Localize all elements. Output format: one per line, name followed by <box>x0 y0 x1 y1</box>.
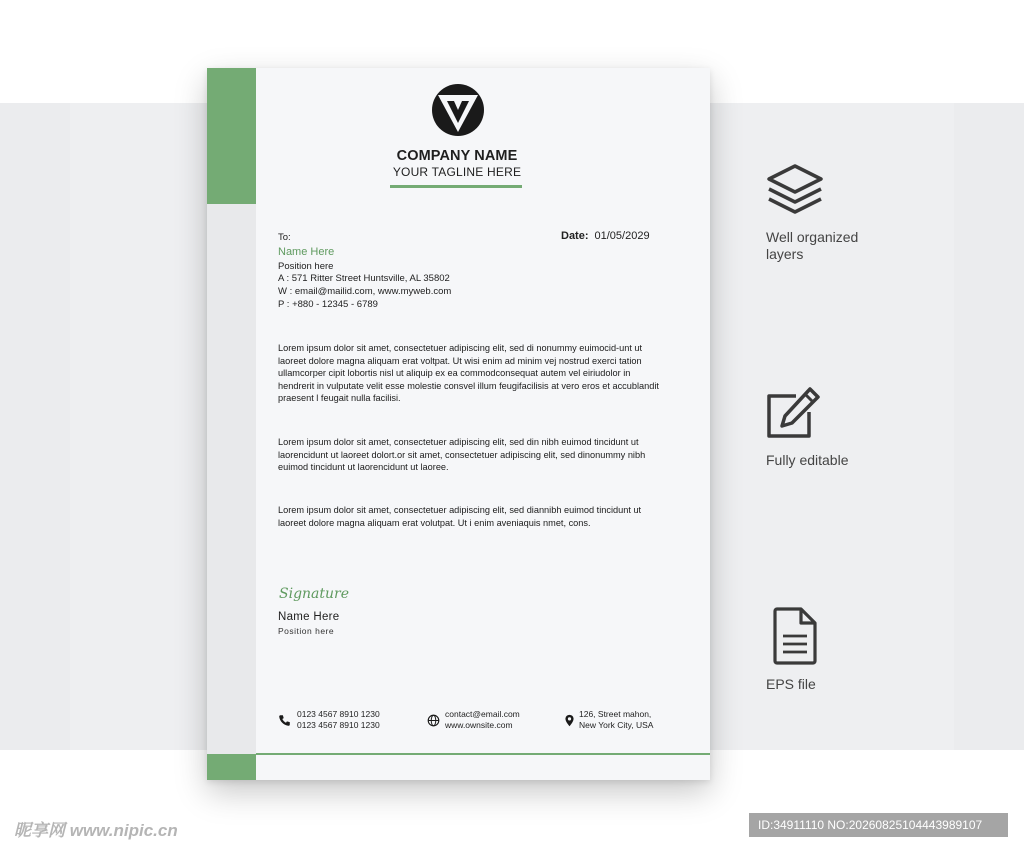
side-accent-top <box>207 68 256 204</box>
file-icon <box>771 606 819 666</box>
footer-address <box>579 709 653 731</box>
layers-icon <box>767 162 823 218</box>
feature-label-line: Well organized <box>766 229 859 245</box>
signature: Signature <box>279 586 350 602</box>
globe-icon <box>427 714 440 727</box>
location-pin-icon <box>563 714 576 727</box>
signer-name: Name Here <box>278 611 340 623</box>
side-accent-bottom <box>207 754 256 780</box>
body-paragraph: Lorem ipsum dolor sit amet, consectetuer adipiscing elit, sed din nibh euimod tincidunt ut laorencidunt ut laoreet dolort.or sit amet, consectetuer adipiscing elit, sed dinonummy nibh euimod tincidunt ut laorencidunt ut laoree. <box>278 437 646 472</box>
feature-label-line: EPS file <box>766 676 816 692</box>
date-value: 01/05/2029 <box>594 230 650 242</box>
feature-label-eps <box>766 676 816 693</box>
watermark-id-bar: ID:34911110 NO:20260825104443989107 <box>749 813 1008 837</box>
feature-label-editable <box>766 452 849 469</box>
to-label: To: <box>278 232 291 243</box>
recipient-address: A : 571 Ritter Street Huntsville, AL 35802 <box>278 273 450 284</box>
letterhead-page <box>207 68 710 780</box>
feature-label-line: layers <box>766 246 804 262</box>
footer-address-2: New York City, USA <box>579 720 654 730</box>
footer-phone-1: 0123 4567 8910 1230 <box>297 709 380 719</box>
body-paragraph: Lorem ipsum dolor sit amet, consectetuer adipiscing elit, sed diannibh euimod tincidunt ut laoreet dolore magna aliquam erat volutpat. Ut i enim aveniaquis nmet, cons. <box>278 505 642 528</box>
recipient-position: Position here <box>278 261 334 272</box>
tagline-underline <box>390 185 522 188</box>
footer-address-1: 126, Street mahon, <box>579 709 652 719</box>
signer-position: Position here <box>278 626 335 636</box>
phone-icon <box>278 714 291 727</box>
company-name: COMPANY NAME <box>396 148 518 164</box>
feature-label-line: Fully editable <box>766 452 849 468</box>
company-tagline: YOUR TAGLINE HERE <box>392 165 522 179</box>
footer-online <box>445 709 520 731</box>
body-paragraph: Lorem ipsum dolor sit amet, consectetuer adipiscing elit, sed di nonummy euimocid-unt ut laoreet dolore magna aliquam erat voltpat. Ut wisi enim ad minim vej nostrud exerci tation ullamcorper cipit lobortis nisl ut aliquip ex ea commodconsequat autem vel eiriudolor in hendrerit in vulputate velit esse molestie consvel illum feugifacilisis at vero eros et accublandit praesent l feugait nulla facilisi. <box>278 343 659 403</box>
watermark-site: 昵享网 www.nipic.cn <box>14 821 178 840</box>
recipient-web: W : email@mailid.com, www.myweb.com <box>278 286 452 297</box>
recipient-phone: P : +880 - 12345 - 6789 <box>278 299 378 310</box>
footer-phone-2: 0123 4567 8910 1230 <box>297 720 380 730</box>
edit-icon <box>766 386 822 440</box>
recipient-name: Name Here <box>278 246 335 258</box>
footer-email: contact@email.com <box>445 709 520 719</box>
company-logo-icon <box>431 83 485 137</box>
date-block <box>561 230 650 242</box>
feature-label-layers <box>766 229 858 263</box>
bottom-accent-line <box>256 753 710 755</box>
footer-website: www.ownsite.com <box>445 720 513 730</box>
date-label: Date: <box>561 230 589 242</box>
footer-phones <box>297 709 380 731</box>
